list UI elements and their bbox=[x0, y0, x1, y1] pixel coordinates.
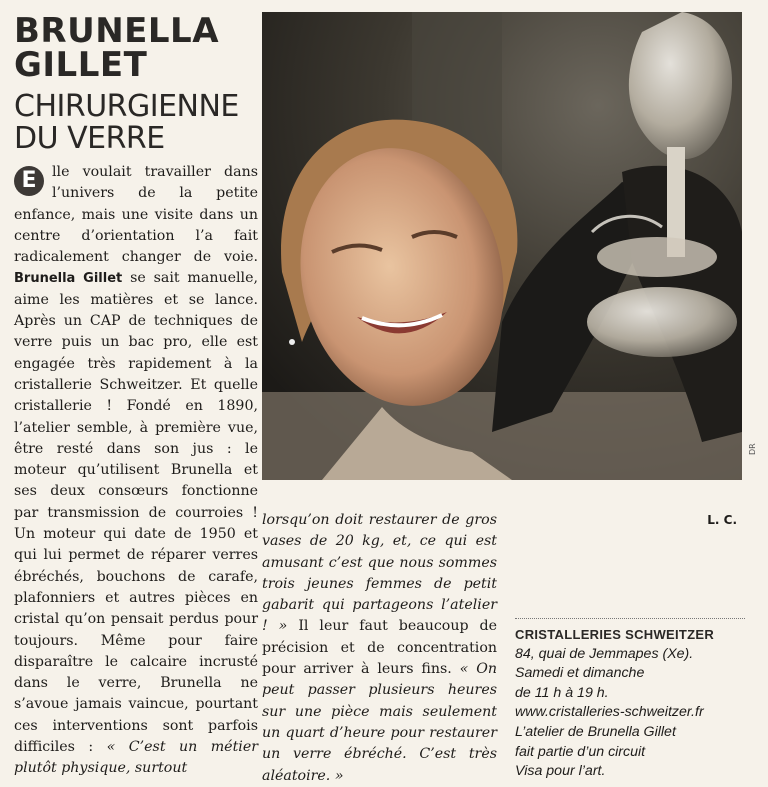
quote-2: « On peut passer plusieurs heures sur une pièce mais seulement un quart d’heure pour restaurer un verre ébréché. C’est très aléatoire. » bbox=[262, 661, 497, 784]
photo-illustration bbox=[262, 12, 742, 480]
intro-text: lle voulait travailler dans l’univers de la petite enfance, mais une visite dans un centre d’orientation l’a fait radicalement changer de voie. bbox=[14, 164, 258, 266]
article-subtitle bbox=[14, 91, 259, 155]
article-column-2 bbox=[262, 510, 497, 787]
author-signature: L. C. bbox=[707, 513, 737, 527]
article-column-3 bbox=[515, 510, 745, 531]
subtitle-line-1: CHIRURGIENNE bbox=[14, 89, 239, 124]
infobox bbox=[515, 625, 750, 782]
paragraph-2: Il leur faut beaucoup de précision et de concentration pour arriver à leurs fins. bbox=[262, 618, 497, 678]
infobox-note-1: L’atelier de Brunella Gillet bbox=[515, 723, 676, 740]
article-name-title bbox=[14, 11, 254, 85]
infobox-address: 84, quai de Jemmapes (Xe). bbox=[515, 645, 694, 662]
name-line-2: GILLET bbox=[14, 45, 148, 85]
photo-credit: DR bbox=[748, 443, 757, 455]
paragraph-1: se sait manuelle, aime les matières et se lance. Après un CAP de techniques de verre puis un bac pro, elle est engagée très rapidement à la cristallerie Schweitzer. Et quelle cristallerie ! Fondé en 1890, l’atelier semble, à première vue, être resté dans son jus : le moteur qu’utilisent Brunella et ses deux consœurs fonctionne par transmission de courroies ! Un moteur qui date de 1950 et qui lui permet de réparer verres ébréchés, bouchons de carafe, plafonniers et autres pièces en cristal qu’on pensait perdus pour toujours. Même pour faire disparaître le calcaire incrusté dans le verre, Brunella ne s’avoue jamais vaincue, pourtant ces interventions sont parfois difficiles : bbox=[14, 270, 258, 756]
infobox-note-2: fait partie d’un circuit bbox=[515, 743, 646, 760]
quote-1: « C’est un métier plutôt physique, surtout bbox=[14, 739, 258, 777]
infobox-heading: CRISTALLERIES SCHWEITZER bbox=[515, 627, 715, 642]
infobox-days: Samedi et dimanche bbox=[515, 665, 645, 682]
subject-name: Brunella Gillet bbox=[14, 271, 123, 287]
infobox-hours: de 11 h à 19 h. bbox=[515, 684, 609, 701]
quote-1-continued: lorsqu’on doit restaurer de gros vases de 20 kg, et, ce qui est amusant c’est que nous sommes trois jeunes femmes de petit gabarit qui partageons l’atelier ! » bbox=[262, 512, 497, 635]
name-line-1: BRUNELLA bbox=[14, 11, 220, 51]
drop-cap: E bbox=[14, 166, 44, 196]
portrait-photo bbox=[262, 12, 742, 480]
infobox-website: www.cristalleries-schweitzer.fr bbox=[515, 704, 704, 721]
infobox-note-3: Visa pour l’art. bbox=[515, 763, 606, 780]
article-column-1 bbox=[14, 162, 258, 780]
subtitle-line-2: DU VERRE bbox=[14, 121, 165, 156]
infobox-divider bbox=[515, 618, 745, 619]
